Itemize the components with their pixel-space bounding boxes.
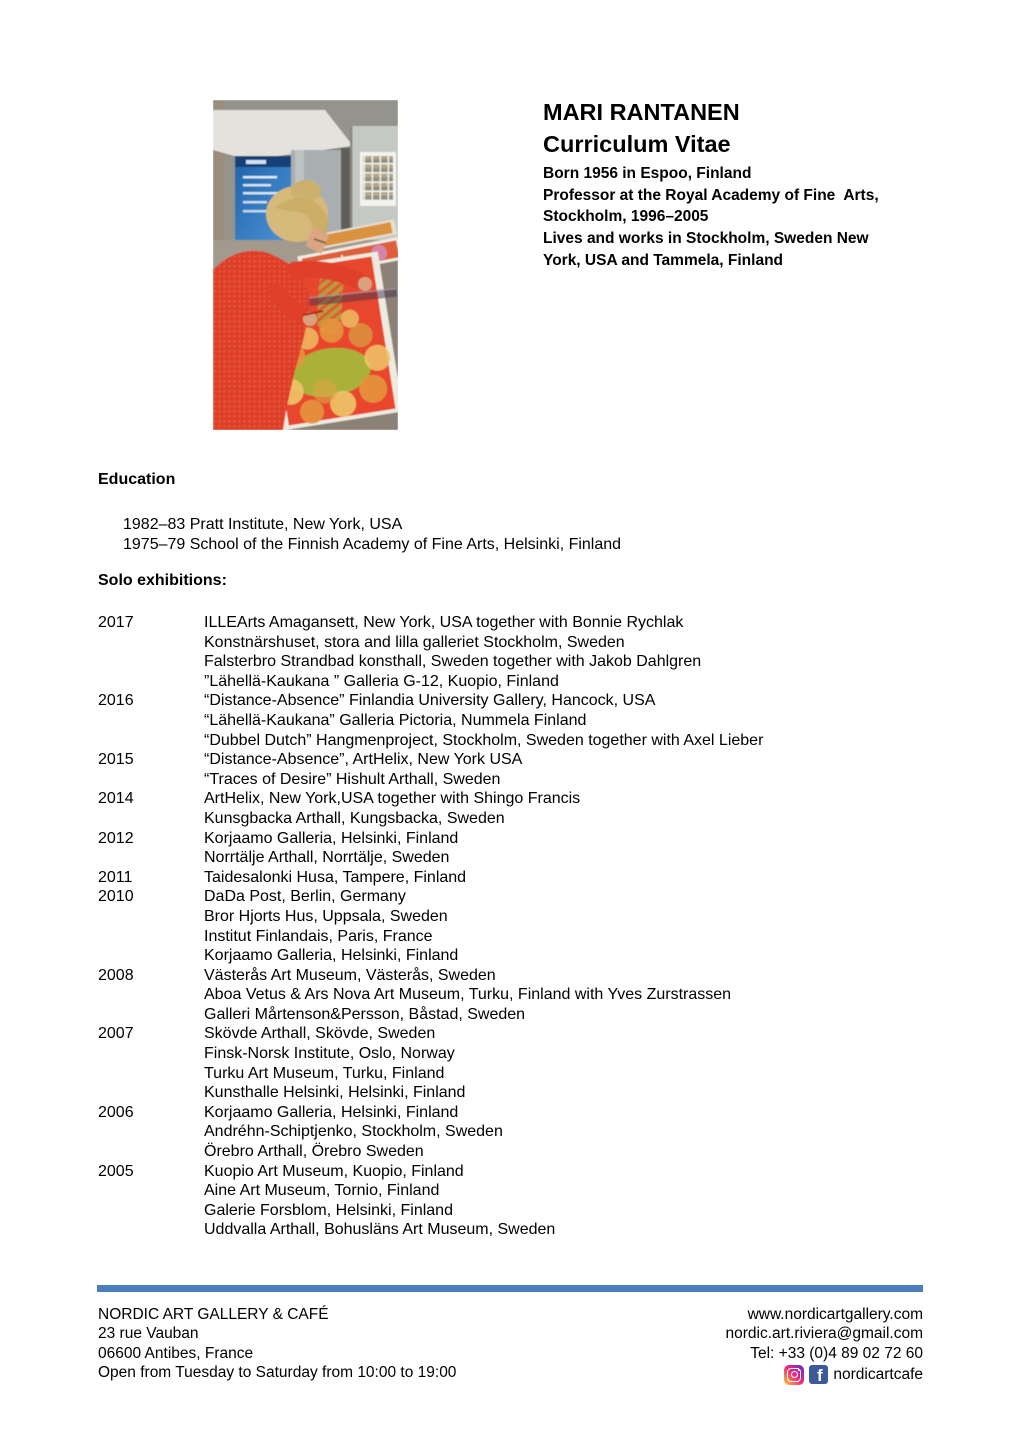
exhibition-year: 2014 xyxy=(98,790,134,808)
instagram-icon xyxy=(784,1365,804,1385)
exhibition-venue: Taidesalonki Husa, Tampere, Finland xyxy=(204,868,467,886)
exhibition-row xyxy=(98,1122,928,1142)
facebook-icon: f xyxy=(809,1365,828,1384)
exhibition-year: 2005 xyxy=(98,1162,134,1180)
exhibition-row xyxy=(98,1201,928,1221)
header-detail-line: Professor at the Royal Academy of Fine Arts, xyxy=(543,186,879,204)
exhibition-row xyxy=(98,1162,928,1182)
header-block xyxy=(543,96,928,272)
footer-contact-line: Tel: +33 (0)4 89 02 72 60 xyxy=(750,1344,923,1362)
exhibition-venue: Bror Hjorts Hus, Uppsala, Sweden xyxy=(204,907,448,925)
exhibition-venue: Västerås Art Museum, Västerås, Sweden xyxy=(204,966,496,984)
exhibition-venue: Institut Finlandais, Paris, France xyxy=(204,927,433,945)
exhibition-venue: Korjaamo Galleria, Helsinki, Finland xyxy=(204,1103,459,1121)
exhibition-venue: “Distance-Absence”, ArtHelix, New York USA xyxy=(204,751,523,769)
exhibition-row xyxy=(98,711,928,731)
exhibition-year xyxy=(98,946,204,966)
exhibition-venue: Turku Art Museum, Turku, Finland xyxy=(204,1064,445,1082)
exhibition-row xyxy=(98,907,928,927)
footer-address-line: Open from Tuesday to Saturday from 10:00 to 19:00 xyxy=(98,1364,457,1382)
exhibition-venue: Galerie Forsblom, Helsinki, Finland xyxy=(204,1201,453,1219)
exhibition-year xyxy=(98,985,204,1005)
exhibition-venue: Uddvalla Arthall, Bohusläns Art Museum, Sweden xyxy=(204,1221,556,1239)
exhibition-row xyxy=(98,613,928,633)
exhibition-row xyxy=(98,770,928,790)
exhibition-year xyxy=(98,731,204,751)
solo-exhibitions-heading: Solo exhibitions: xyxy=(98,572,227,589)
exhibition-row xyxy=(98,927,928,947)
exhibition-year xyxy=(98,770,204,790)
footer-address-line: 23 rue Vauban xyxy=(98,1325,199,1343)
exhibition-year xyxy=(98,1142,204,1162)
exhibition-year xyxy=(98,1181,204,1201)
footer-contact-line: www.nordicartgallery.com xyxy=(747,1306,923,1323)
exhibition-venue: ILLEArts Amagansett, New York, USA together with Bonnie Rychlak xyxy=(204,614,684,631)
exhibition-venue: Andréhn-Schiptjenko, Stockholm, Sweden xyxy=(204,1123,503,1141)
footer-contact xyxy=(726,1305,923,1385)
exhibition-venue: Kuopio Art Museum, Kuopio, Finland xyxy=(204,1162,464,1180)
social-handle: nordicartcafe xyxy=(833,1365,923,1383)
exhibition-row xyxy=(98,1181,928,1201)
exhibition-year xyxy=(98,907,204,927)
education-item: 1975–79 School of the Finnish Academy of Fine Arts, Helsinki, Finland xyxy=(123,536,622,554)
exhibition-venue: Konstnärshuset, stora and lilla galleriet Stockholm, Sweden xyxy=(204,633,625,651)
exhibition-row xyxy=(98,1024,928,1044)
exhibition-year xyxy=(98,927,204,947)
exhibition-venue: Falsterbro Strandbad konsthall, Sweden together with Jakob Dahlgren xyxy=(204,653,702,671)
exhibition-year: 2008 xyxy=(98,966,134,984)
exhibition-year xyxy=(98,672,204,692)
exhibition-row xyxy=(98,750,928,770)
exhibition-row xyxy=(98,672,928,692)
footer-address-line: NORDIC ART GALLERY & CAFÉ xyxy=(98,1306,329,1323)
exhibition-venue: Skövde Arthall, Skövde, Sweden xyxy=(204,1025,436,1043)
footer-contact-line: nordic.art.riviera@gmail.com xyxy=(725,1325,923,1343)
exhibition-venue: Norrtälje Arthall, Norrtälje, Sweden xyxy=(204,849,450,867)
exhibition-venue: “Traces of Desire” Hishult Arthall, Sweden xyxy=(204,770,501,788)
exhibition-row xyxy=(98,1083,928,1103)
exhibition-row xyxy=(98,1064,928,1084)
exhibition-row xyxy=(98,789,928,809)
exhibitions-list xyxy=(98,613,928,1240)
studio-photo-graphic xyxy=(213,100,398,430)
exhibition-row xyxy=(98,731,928,751)
exhibition-row xyxy=(98,652,928,672)
footer-contact-lines xyxy=(726,1305,923,1363)
exhibition-year xyxy=(98,1220,204,1240)
exhibition-venue: Finsk-Norsk Institute, Oslo, Norway xyxy=(204,1045,455,1063)
education-list xyxy=(123,515,621,556)
exhibition-year: 2006 xyxy=(98,1103,134,1121)
exhibition-row xyxy=(98,868,928,888)
exhibition-venue: “Distance-Absence” Finlandia University Gallery, Hancock, USA xyxy=(204,692,656,710)
exhibition-year xyxy=(98,848,204,868)
exhibition-year xyxy=(98,711,204,731)
exhibition-venue: “Dubbel Dutch” Hangmenproject, Stockholm, Sweden together with Axel Lieber xyxy=(204,731,764,749)
exhibition-row xyxy=(98,829,928,849)
exhibition-year xyxy=(98,1201,204,1221)
exhibition-year xyxy=(98,809,204,829)
education-item: 1982–83 Pratt Institute, New York, USA xyxy=(123,516,403,533)
exhibition-venue: Korjaamo Galleria, Helsinki, Finland xyxy=(204,829,459,847)
exhibition-year: 2012 xyxy=(98,829,134,847)
header-detail-line: Born 1956 in Espoo, Finland xyxy=(543,165,752,182)
exhibition-year: 2011 xyxy=(98,868,133,886)
exhibition-venue: Korjaamo Galleria, Helsinki, Finland xyxy=(204,947,459,965)
exhibition-row xyxy=(98,966,928,986)
exhibition-year: 2016 xyxy=(98,692,134,710)
footer-social xyxy=(726,1364,923,1385)
exhibition-row xyxy=(98,1220,928,1240)
person-name: MARI RANTANEN xyxy=(543,99,740,125)
footer-address xyxy=(98,1305,456,1383)
exhibition-venue: Kunsthalle Helsinki, Helsinki, Finland xyxy=(204,1084,466,1102)
exhibition-venue: Kunsgbacka Arthall, Kungsbacka, Sweden xyxy=(204,809,505,827)
exhibition-year xyxy=(98,1044,204,1064)
exhibition-year xyxy=(98,633,204,653)
document-title: Curriculum Vitae xyxy=(543,131,731,157)
exhibition-venue: ArtHelix, New York,USA together with Shingo Francis xyxy=(204,790,581,808)
exhibition-year: 2017 xyxy=(98,614,134,631)
exhibition-year xyxy=(98,1005,204,1025)
exhibition-row xyxy=(98,985,928,1005)
exhibition-row xyxy=(98,887,928,907)
header-detail-line: Lives and works in Stockholm, Sweden New xyxy=(543,230,869,248)
exhibition-venue: Galleri Mårtenson&Persson, Båstad, Sweden xyxy=(204,1005,526,1023)
header-detail-line: York, USA and Tammela, Finland xyxy=(543,251,784,269)
exhibition-row xyxy=(98,1044,928,1064)
exhibition-year xyxy=(98,1122,204,1142)
footer-rule xyxy=(97,1285,923,1292)
exhibition-venue: “Lähellä-Kaukana” Galleria Pictoria, Nummela Finland xyxy=(204,711,587,729)
exhibition-venue: Aine Art Museum, Tornio, Finland xyxy=(204,1182,440,1200)
exhibition-row xyxy=(98,848,928,868)
education-heading: Education xyxy=(98,471,176,488)
exhibition-row xyxy=(98,1142,928,1162)
exhibition-year: 2015 xyxy=(98,751,134,769)
studio-photo xyxy=(213,100,398,430)
exhibition-venue: Örebro Arthall, Örebro Sweden xyxy=(204,1143,424,1161)
exhibition-venue: ”Lähellä-Kaukana ” Galleria G-12, Kuopio, Finland xyxy=(204,672,559,690)
header-details xyxy=(543,163,928,272)
footer-address-line: 06600 Antibes, France xyxy=(98,1344,254,1362)
exhibition-row xyxy=(98,946,928,966)
header-detail-line: Stockholm, 1996–2005 xyxy=(543,208,709,226)
exhibition-row xyxy=(98,633,928,653)
exhibition-venue: Aboa Vetus & Ars Nova Art Museum, Turku, Finland with Yves Zurstrassen xyxy=(204,986,732,1004)
exhibition-year xyxy=(98,1064,204,1084)
exhibition-year xyxy=(98,1083,204,1103)
exhibition-year: 2007 xyxy=(98,1025,134,1043)
exhibition-venue: DaDa Post, Berlin, Germany xyxy=(204,888,406,906)
exhibition-row xyxy=(98,691,928,711)
exhibition-row xyxy=(98,1103,928,1123)
exhibition-year xyxy=(98,652,204,672)
exhibition-row xyxy=(98,809,928,829)
exhibition-row xyxy=(98,1005,928,1025)
exhibition-year: 2010 xyxy=(98,888,134,906)
